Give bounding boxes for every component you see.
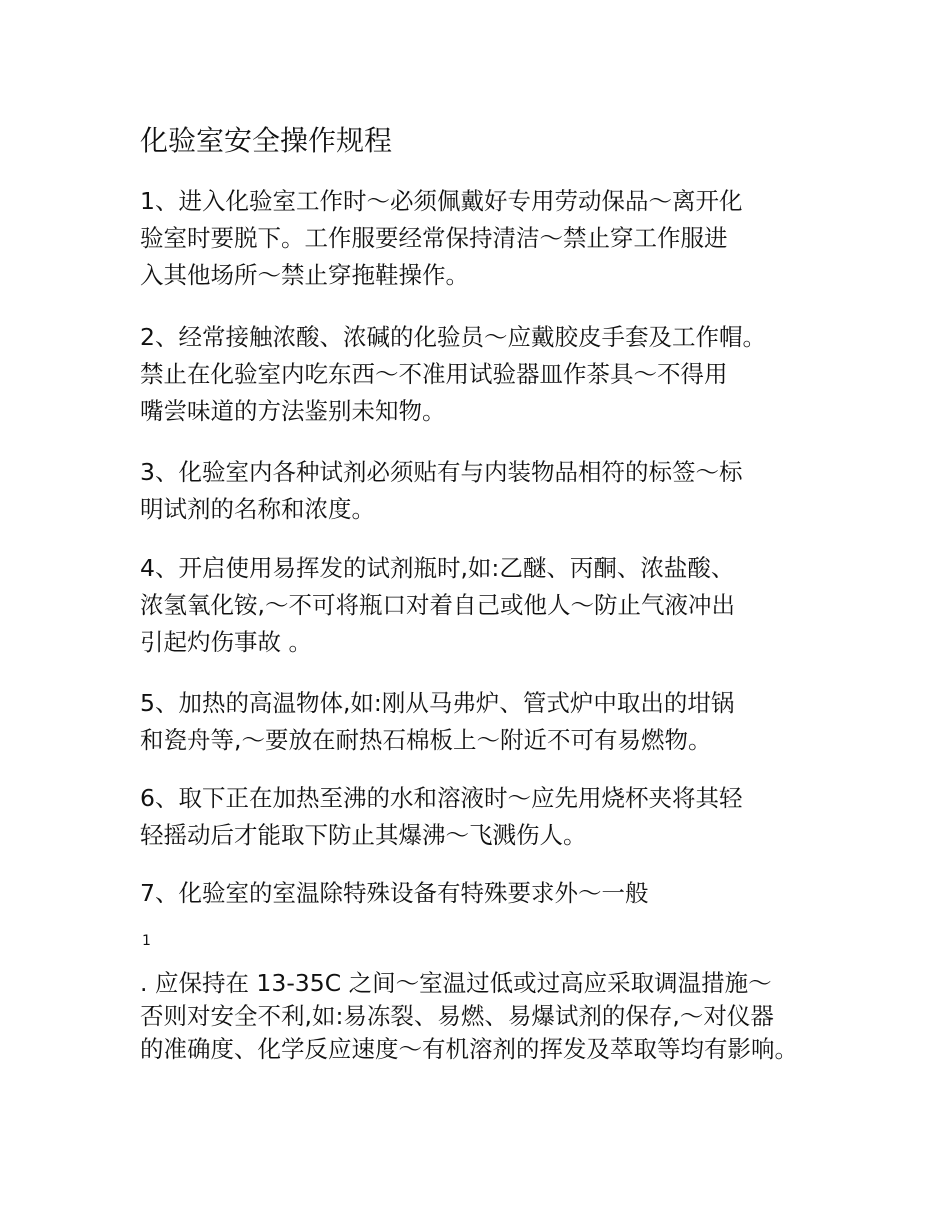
paragraph-line: 否则对安全不利,如:易冻裂、易燃、易爆试剂的保存,～对仪器 [140,1002,774,1030]
paragraph-line: 嘴尝味道的方法鉴别未知物。 [140,397,446,425]
paragraph-5 [140,685,734,759]
paragraph-line: 入其他场所～禁止穿拖鞋操作。 [140,261,469,289]
paragraph-3 [140,454,742,528]
paragraph-1 [140,183,742,294]
paragraph-line: 的准确度、化学反应速度～有机溶剂的挥发及萃取等均有影响。 [140,1035,798,1063]
paragraph-line: 轻摇动后才能取下防止其爆沸～飞溅伤人。 [140,821,587,849]
paragraph-line: 明试剂的名称和浓度。 [140,495,375,523]
paragraph-line: 1、进入化验室工作时～必须佩戴好专用劳动保品～离开化 [140,187,743,215]
paragraph-2 [140,319,766,430]
paragraph-line: 7、化验室的室温除特殊设备有特殊要求外～一般 [140,879,649,907]
paragraph-line: 5、加热的高温物体,如:刚从马弗炉、管式炉中取出的坩锅 [140,689,735,717]
paragraph-line: 3、化验室内各种试剂必须贴有与内装物品相符的标签～标 [140,458,743,486]
paragraph-line: 引起灼伤事故 。 [140,628,312,656]
paragraph-7 [140,875,648,912]
paragraph-4 [140,550,735,661]
paragraph-8 [140,967,798,1066]
paragraph-line: 2、经常接触浓酸、浓碱的化验员～应戴胶皮手套及工作帽。 [140,323,766,351]
paragraph-line: 和瓷舟等,～要放在耐热石棉板上～附近不可有易燃物。 [140,726,712,754]
paragraph-6 [140,780,742,854]
paragraph-line: 禁止在化验室内吃东西～不准用试验器皿作茶具～不得用 [140,360,728,388]
page-number: 1 [142,933,151,949]
document-title: 化验室安全操作规程 [140,124,393,157]
paragraph-line: 验室时要脱下。工作服要经常保持清洁～禁止穿工作服进 [140,224,728,252]
paragraph-line: 浓氢氧化铵,～不可将瓶口对着自己或他人～防止气液冲出 [140,591,735,619]
paragraph-line: . 应保持在 13-35C 之间～室温过低或过高应采取调温措施～ [140,969,772,997]
paragraph-line: 6、取下正在加热至沸的水和溶液时～应先用烧杯夹将其轻 [140,784,743,812]
paragraph-line: 4、开启使用易挥发的试剂瓶时,如:乙醚、丙酮、浓盐酸、 [140,554,735,582]
